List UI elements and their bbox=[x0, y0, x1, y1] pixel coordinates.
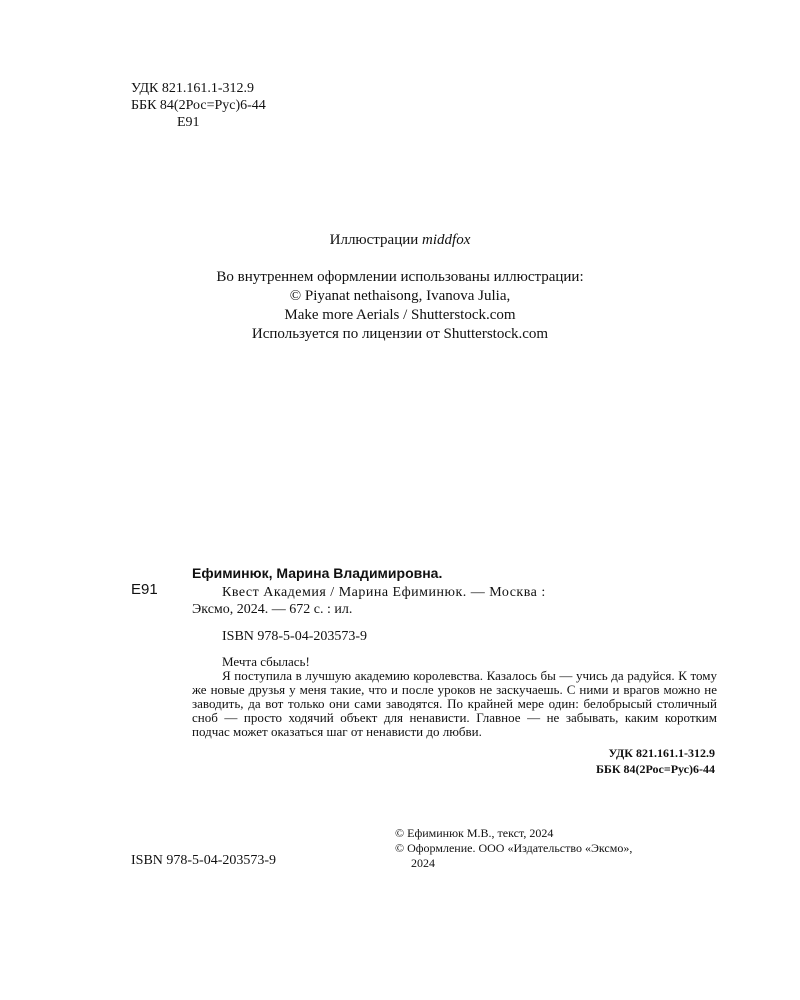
copyright-text: © Ефиминюк М.В., текст, 2024 bbox=[395, 826, 554, 840]
copyright-block bbox=[395, 826, 632, 871]
bottom-isbn: ISBN 978-5-04-203573-9 bbox=[131, 853, 277, 868]
annotation-first-line: Мечта сбылась! bbox=[222, 654, 310, 669]
illustrations-credit bbox=[0, 232, 800, 249]
illustrations-label: Иллюстрации bbox=[329, 232, 419, 248]
image-credits bbox=[0, 268, 800, 344]
illustrations-artist: middfox bbox=[422, 232, 471, 248]
udk-code: УДК 821.161.1-312.9 bbox=[131, 81, 255, 96]
card-isbn: ISBN 978-5-04-203573-9 bbox=[222, 629, 368, 644]
credits-line: Make more Aerials / Shutterstock.com bbox=[284, 307, 516, 323]
card-annotation bbox=[192, 655, 717, 739]
annotation-body: Я поступила в лучшую академию королевства. Казалось бы — учись да радуйся. К тому же новые друзья у меня такие, что и после уроков не заскучаешь. С ними и врагов можно не заводить, да вот только они сами заводятся. По крайней мере один: белобрысый столичный сноб — просто ходячий объект для ненависти. Главное — не забывать, каким коротким подчас может оказаться шаг от ненависти до любви. bbox=[192, 668, 717, 739]
copyright-design-year: 2024 bbox=[411, 856, 435, 870]
credits-line: Используется по лицензии от Shutterstock.com bbox=[251, 326, 549, 342]
author-sign: Е91 bbox=[177, 115, 200, 130]
copyright-design: © Оформление. ООО «Издательство «Эксмо», bbox=[395, 841, 633, 855]
bbk-code: ББК 84(2Рос=Рус)6-44 bbox=[131, 98, 266, 113]
card-author-sign: Е91 bbox=[131, 581, 158, 598]
card-classification bbox=[192, 745, 717, 777]
catalog-card bbox=[192, 565, 717, 777]
top-classification bbox=[131, 80, 266, 131]
credits-line: Во внутреннем оформлении использованы иллюстрации: bbox=[216, 269, 584, 285]
card-udk: УДК 821.161.1-312.9 bbox=[608, 746, 715, 760]
card-bbk: ББК 84(2Рос=Рус)6-44 bbox=[595, 762, 715, 776]
card-author: Ефиминюк, Марина Владимировна. bbox=[192, 565, 443, 581]
card-title-line: Квест Академия / Марина Ефиминюк. — Москва : bbox=[222, 585, 546, 600]
card-publication-line: Эксмо, 2024. — 672 с. : ил. bbox=[192, 602, 353, 617]
credits-line: © Piyanat nethaisong, Ivanova Julia, bbox=[289, 288, 511, 304]
